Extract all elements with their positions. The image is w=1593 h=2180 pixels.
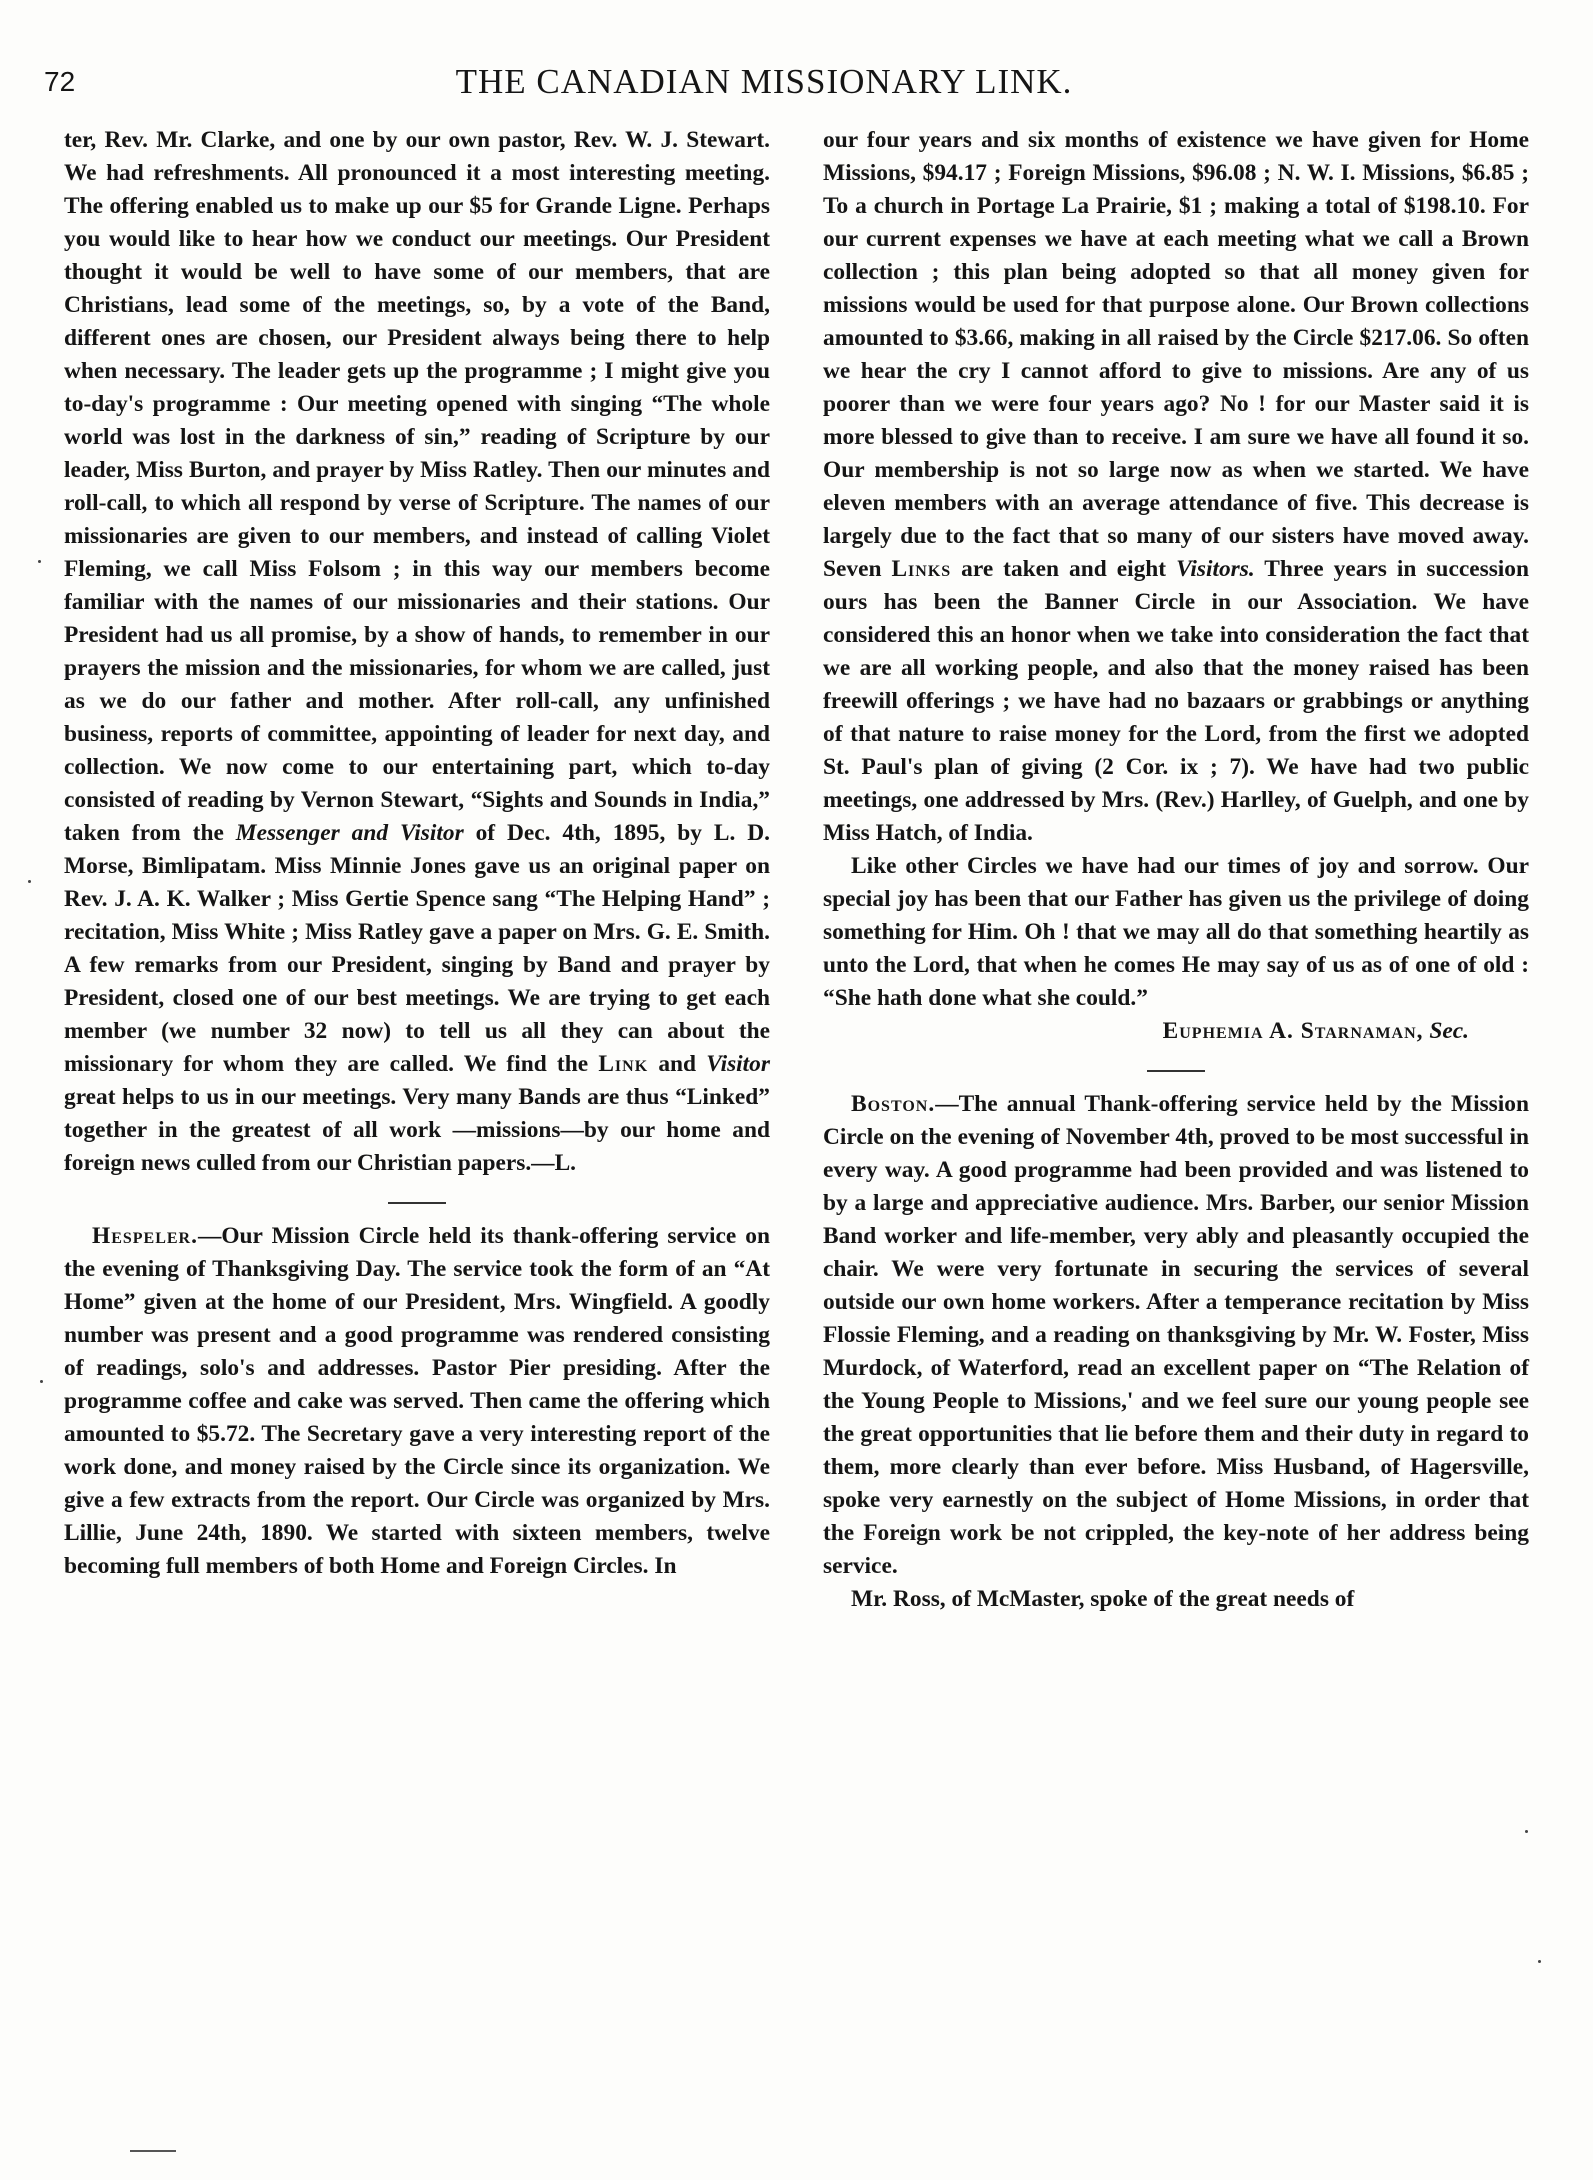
print-speck: [1538, 1960, 1541, 1963]
signature-title: Sec.: [1429, 1018, 1469, 1044]
print-speck: [28, 880, 31, 883]
section-divider: [1147, 1070, 1205, 1072]
hespeler-heading: Hespeler.: [92, 1223, 198, 1249]
boston-heading: Boston.: [851, 1091, 936, 1117]
secretary-signature: [823, 1015, 1529, 1048]
print-speck: [1525, 1830, 1528, 1833]
hespeler-report-continued: our four years and six months of existence we have given for Home Missions, $94.17 ; Foreign Missions, $96.08 ; N. W. I. Missions, $6.85 ; To a church in Portage La Prairie, $1 ; making a total of $198.10. For our current expenses we have at each meeting what we call a Brown collection ; this plan being adopted so that all money given for missions would be used for that purpose alone. Our Brown collections amounted to $3.66, making in all raised by the Circle $217.06. So often we hear the cry I cannot afford to give to missions. Are any of us poorer than we were four years ago? No ! for our Master said it is more blessed to give than to receive. I am sure we have all found it so. Our membership is not so large now as when we started. We have eleven members with an average attendance of five. This decrease is largely due to the fact that so many of our sisters have moved away. Seven Links are taken and eight Visitors. Three years in succession ours has been the Banner Circle in our Association. We have considered this an honor when we take into consideration the fact that we are all working people, and also that the money raised has been freewill offerings ; we have had no bazaars or grabbings or anything of that nature to raise money for the Lord, from the first we adopted St. Paul's plan of giving (2 Cor. ix ; 7). We have had two public meetings, one addressed by Mrs. (Rev.) Harlley, of Guelph, and one by Miss Hatch, of India.: [823, 127, 1529, 846]
page-number: 72: [44, 66, 76, 97]
joy-and-sorrow-paragraph: Like other Circles we have had our times of joy and sorrow. Our special joy has been that our Father has given us the privilege of doing something for Him. Oh ! that we may all do that something heartily as unto the Lord, that when he comes He may say of us as of one of old : “She hath done what she could.”: [823, 853, 1529, 1011]
footer-dash: [130, 2150, 176, 2152]
ross-paragraph: Mr. Ross, of McMaster, spoke of the great needs of: [851, 1586, 1355, 1612]
meeting-report-paragraph: ter, Rev. Mr. Clarke, and one by our own pastor, Rev. W. J. Stewart. We had refreshments. All pronounced it a most interesting meeting. The offering enabled us to make up our $5 for Grande Ligne. Perhaps you would like to hear how we conduct our meetings. Our President thought it would be well to have some of our members, that are Christians, lead some of the meetings, so, by a vote of the Band, different ones are chosen, our President always being there to help when necessary. The leader gets up the programme ; I might give you to-day's programme : Our meeting opened with singing “The whole world was lost in the darkness of sin,” reading of Scripture by our leader, Miss Burton, and prayer by Miss Ratley. Then our minutes and roll-call, to which all respond by verse of Scripture. The names of our missionaries are given to our members, and instead of calling Violet Fleming, we call Miss Folsom ; in this way our members become familiar with the names of our missionaries and their stations. Our President had us all promise, by a show of hands, to remember in our prayers the mission and the missionaries, for whom we are called, just as we do our father and mother. After roll-call, any unfinished business, reports of committee, appointing of leader for next day, and collection. We now come to our entertaining part, which to-day consisted of reading by Vernon Stewart, “Sights and Sounds in India,” taken from the Messenger and Visitor of Dec. 4th, 1895, by L. D. Morse, Bimlipatam. Miss Minnie Jones gave us an original paper on Rev. J. A. K. Walker ; Miss Gertie Spence sang “The Helping Hand” ; recitation, Miss White ; Miss Ratley gave a paper on Mrs. G. E. Smith. A few remarks from our President, singing by Band and prayer by President, closed one of our best meetings. We are trying to get each member (we number 32 now) to tell us all they can about the missionary for whom they are called. We find the Link and Visitor great helps to us in our meetings. Very many Bands are thus “Linked” together in the greatest of all work —missions—by our home and foreign news culled from our Christian papers.—L.: [64, 127, 770, 1176]
links-periodical-name: Links: [891, 556, 952, 582]
journal-title: THE CANADIAN MISSIONARY LINK.: [455, 62, 1073, 101]
print-speck: [40, 1380, 43, 1383]
boston-report-paragraph: Boston.—The annual Thank-offering service held by the Mission Circle on the evening of November 4th, proved to be most successful in every way. A good programme had been provided and was listened to by a large and appreciative audience. Mrs. Barber, our senior Mission Band worker and life-member, very ably and pleasantly occupied the chair. We were very fortunate in securing the services of several outside our own home workers. After a temperance recitation by Miss Flossie Fleming, and a reading on thanksgiving by Mr. W. Foster, Miss Murdock, of Waterford, read an excellent paper on “The Relation of the Young People to Missions,' and we feel sure our young people see the great opportunities that lie before them and their duty in regard to them, more clearly than ever before. Miss Husband, of Hagersville, spoke very earnestly on the subject of Home Missions, in order that the Foreign work be not crippled, the key-note of her address being service.: [823, 1091, 1529, 1579]
right-column: [823, 124, 1529, 2144]
signature-name: Euphemia A. Starnaman,: [1162, 1018, 1424, 1044]
visitor-periodical-name: Visitor: [706, 1051, 770, 1077]
left-column: [64, 124, 770, 2144]
running-head: [44, 58, 1484, 114]
visitors-periodical-name: Visitors.: [1176, 556, 1255, 582]
section-divider: [388, 1202, 446, 1204]
print-speck: [38, 560, 41, 563]
hespeler-report-paragraph: Hespeler.—Our Mission Circle held its thank-offering service on the evening of Thanksgiving Day. The service took the form of an “At Home” given at the home of our President, Mrs. Wingfield. A goodly number was present and a good programme was rendered consisting of readings, solo's and addresses. Pastor Pier presiding. After the programme coffee and cake was served. Then came the offering which amounted to $5.72. The Secretary gave a very interesting report of the work done, and money raised by the Circle since its organization. We give a few extracts from the report. Our Circle was organized by Mrs. Lillie, June 24th, 1890. We started with sixteen members, twelve becoming full members of both Home and Foreign Circles. In: [64, 1223, 770, 1579]
periodical-title: Messenger and Visitor: [235, 820, 464, 846]
link-periodical-name: Link: [598, 1051, 649, 1077]
